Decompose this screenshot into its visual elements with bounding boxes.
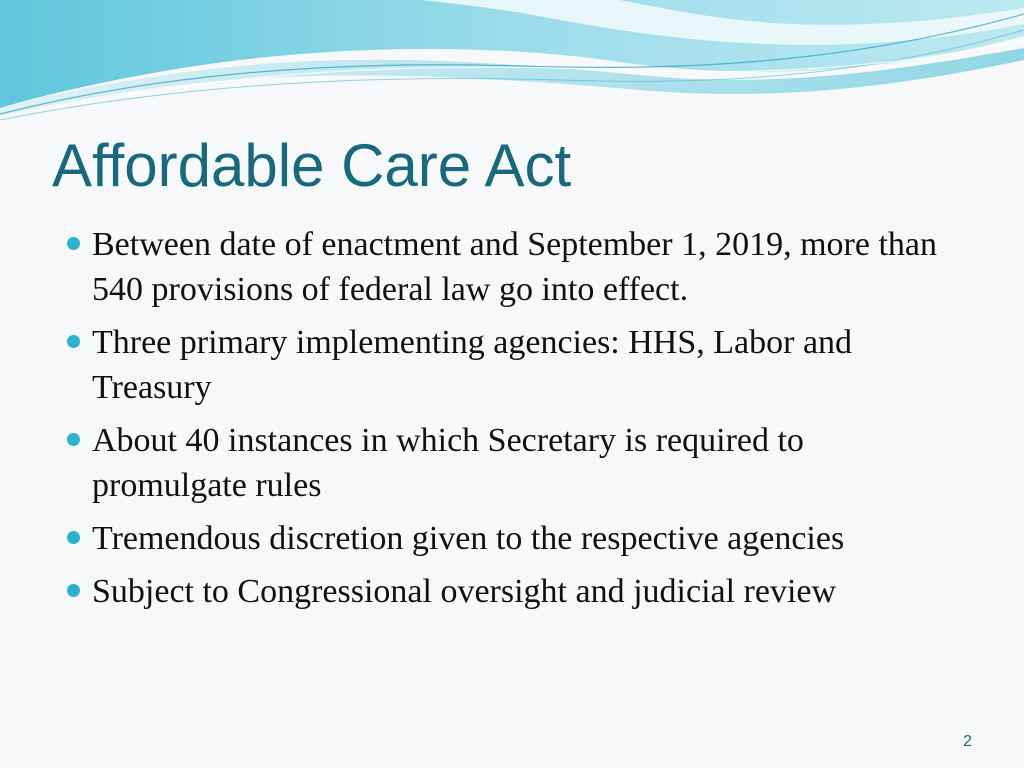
bullet-icon (67, 584, 80, 597)
bullet-icon (67, 433, 80, 446)
slide-title: Affordable Care Act (52, 132, 572, 199)
page-number: 2 (963, 733, 972, 750)
bullet-list (64, 222, 964, 622)
bullet-icon (67, 531, 80, 544)
bullet-text: Subject to Congressional oversight and judicial review (92, 573, 837, 610)
bullet-icon (67, 237, 80, 250)
bullet-text: Three primary implementing agencies: HHS, Labor and Treasury (92, 324, 853, 406)
bullet-text: About 40 instances in which Secretary is required to promulgate rules (92, 422, 804, 504)
bullet-item-4 (64, 516, 964, 561)
bullet-item-1 (64, 222, 964, 312)
bullet-item-5 (64, 569, 964, 614)
bullet-text: Tremendous discretion given to the respective agencies (92, 520, 845, 557)
wave-header-decoration (0, 0, 1024, 130)
bullet-item-3 (64, 418, 964, 508)
bullet-icon (67, 335, 80, 348)
bullet-text: Between date of enactment and September 1, 2019, more than 540 provisions of federal law go into effect. (92, 226, 937, 308)
bullet-item-2 (64, 320, 964, 410)
